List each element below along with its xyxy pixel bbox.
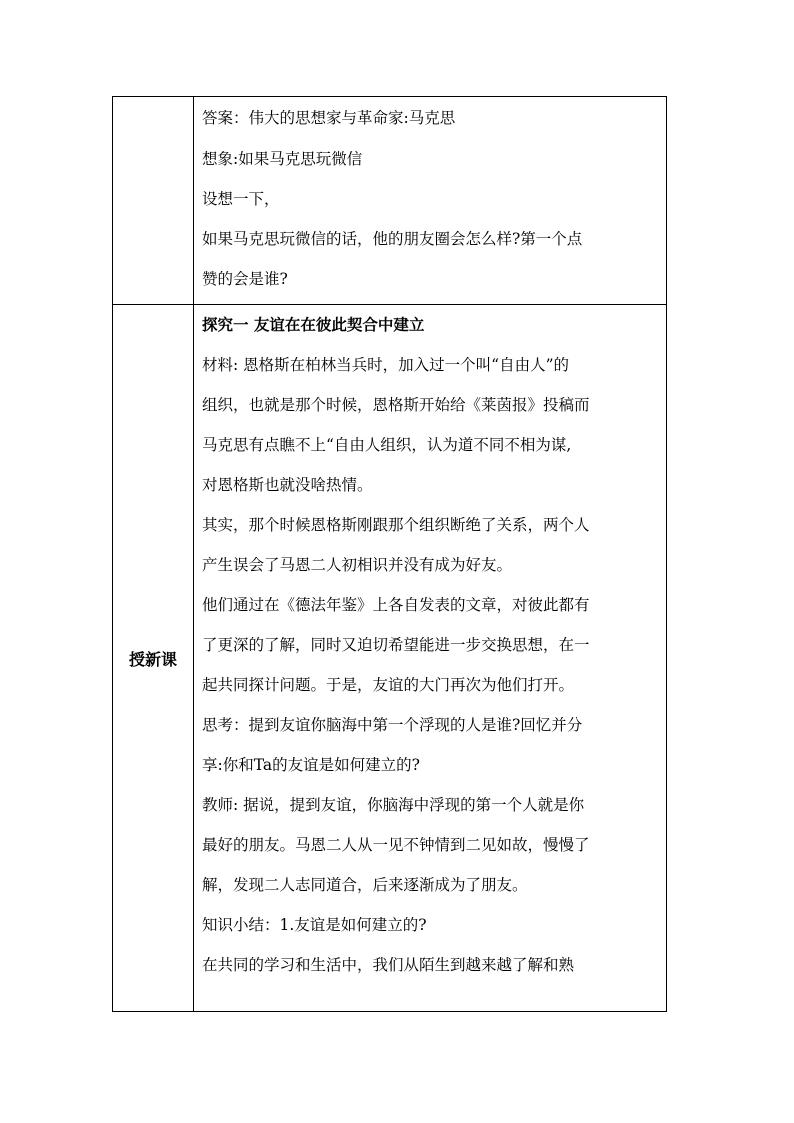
text-line: 设想一下， xyxy=(202,189,280,208)
text-line: 起共同探计问题。于是，友谊的大门再次为他们打开。 xyxy=(202,675,575,694)
text-line: 最好的朋友。马恩二人从一见不钟情到二见如故，慢慢了 xyxy=(202,835,590,854)
content-cell xyxy=(194,97,667,305)
table-row xyxy=(113,97,667,305)
text-line: 享:你和Ta的友谊是如何建立的? xyxy=(202,755,420,774)
text-line: 组织，也就是那个时候，恩格斯开始给《莱茵报》投稿而 xyxy=(202,395,590,414)
text-line: 对恩格斯也就没啥热情。 xyxy=(202,475,373,494)
section-heading: 探究一 友谊在在彼此契合中建立 xyxy=(202,315,425,334)
text-line: 产生误会了马恩二人初相识并没有成为好友。 xyxy=(202,555,513,574)
text-line: 了更深的了解，同时又迫切希望能进一步交换思想，在一 xyxy=(202,635,590,654)
text-line: 他们通过在《德法年鉴》上各自发表的文章，对彼此都有 xyxy=(202,595,590,614)
text-line: 马克思有点瞧不上“自由人组织，认为道不同不相为谋, xyxy=(202,435,572,454)
row-label-cell xyxy=(113,97,194,305)
text-line: 教师: 据说，提到友谊，你脑海中浮现的第一个人就是你 xyxy=(202,795,585,814)
text-line: 答案：伟大的思想家与革命家:马克思 xyxy=(202,108,456,127)
text-line: 想象:如果马克思玩微信 xyxy=(202,149,363,168)
row-label-cell xyxy=(113,305,194,1012)
text-line: 思考：提到友谊你脑海中第一个浮现的人是谁?回忆并分 xyxy=(202,715,583,734)
text-line: 在共同的学习和生活中，我们从陌生到越来越了解和熟 xyxy=(202,955,575,974)
table-row xyxy=(113,305,667,1012)
lesson-table xyxy=(112,96,667,1012)
text-line: 其实，那个时候恩格斯刚跟那个组织断绝了关系，两个人 xyxy=(202,515,590,534)
text-line: 材料: 恩格斯在柏林当兵时，加入过一个叫“自由人”的 xyxy=(202,355,569,374)
row-label: 授新课 xyxy=(128,649,177,669)
text-line: 知识小结：1.友谊是如何建立的? xyxy=(202,915,427,934)
content-cell xyxy=(194,305,667,1012)
text-line: 解，发现二人志同道合，后来逐渐成为了朋友。 xyxy=(202,875,528,894)
text-line: 赞的会是谁? xyxy=(202,269,288,288)
text-line: 如果马克思玩微信的话，他的朋友圈会怎么样?第一个点 xyxy=(202,229,583,248)
